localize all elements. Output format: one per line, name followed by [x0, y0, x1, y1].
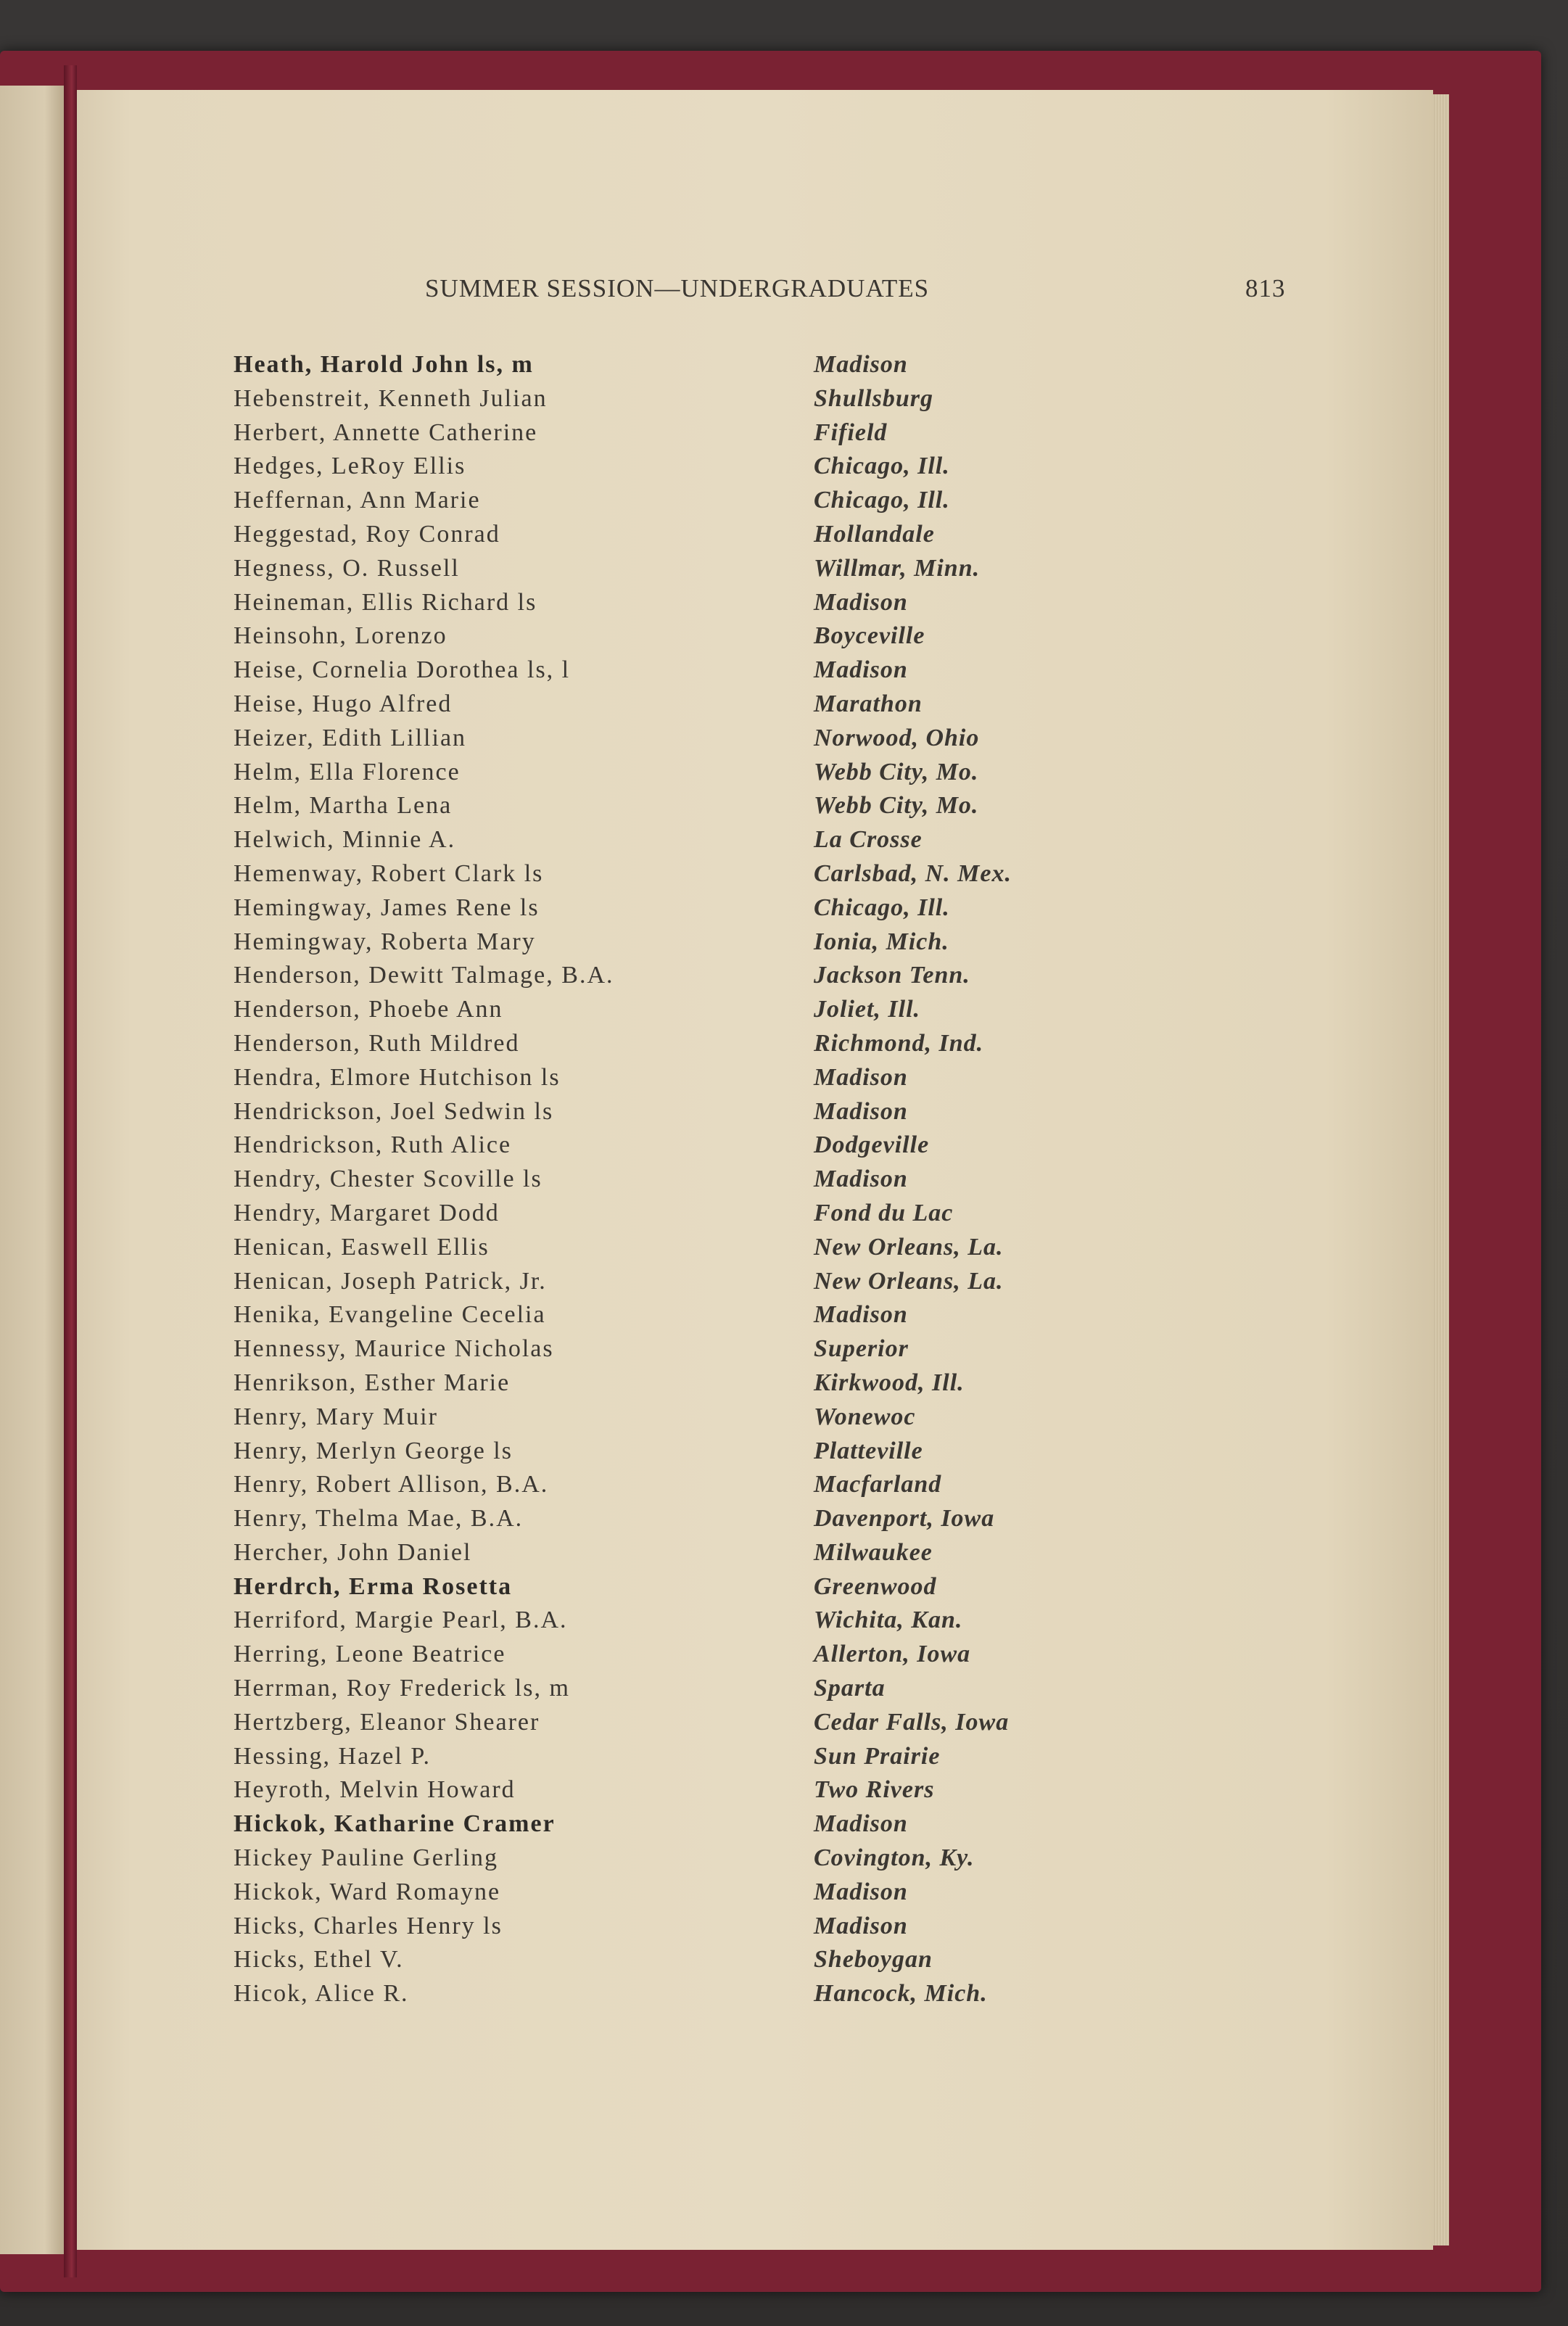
student-name: Herrman, Roy Frederick ls, m	[234, 1675, 570, 1702]
student-hometown: Madison	[814, 351, 908, 378]
list-item	[234, 722, 1126, 756]
student-name: Hickey Pauline Gerling	[234, 1844, 499, 1872]
student-name: Heyroth, Melvin Howard	[234, 1776, 516, 1804]
page-stack-edge	[1433, 94, 1449, 2245]
list-item	[234, 1197, 1126, 1231]
list-item	[234, 1740, 1126, 1774]
list-item	[234, 1027, 1126, 1061]
list-item	[234, 1536, 1126, 1570]
list-item	[234, 1366, 1126, 1401]
student-name: Hicks, Charles Henry ls	[234, 1912, 503, 1939]
student-name: Hemingway, James Rene ls	[234, 894, 540, 921]
list-item	[234, 1332, 1126, 1366]
student-hometown: La Crosse	[814, 826, 923, 854]
student-name: Herriford, Margie Pearl, B.A.	[234, 1607, 568, 1634]
student-hometown: Shullsburg	[814, 384, 933, 412]
list-item	[234, 1672, 1126, 1706]
student-name: Henry, Mary Muir	[234, 1403, 438, 1430]
student-hometown: Macfarland	[814, 1471, 942, 1498]
student-name: Henderson, Dewitt Talmage, B.A.	[234, 962, 614, 989]
student-name: Hicks, Ethel V.	[234, 1946, 404, 1974]
list-item	[234, 1095, 1126, 1129]
student-hometown: Fond du Lac	[814, 1199, 954, 1226]
list-item	[234, 1129, 1126, 1163]
list-item	[234, 1502, 1126, 1536]
student-name: Helwich, Minnie A.	[234, 826, 456, 854]
list-item	[234, 382, 1126, 416]
student-name: Henrikson, Esther Marie	[234, 1369, 511, 1396]
student-name: Henderson, Phoebe Ann	[234, 996, 503, 1023]
student-hometown: Davenport, Iowa	[814, 1505, 995, 1533]
student-hometown: Norwood, Ohio	[814, 724, 980, 751]
student-hometown: Covington, Ky.	[814, 1844, 975, 1872]
list-item	[234, 586, 1126, 620]
list-item	[234, 925, 1126, 960]
student-hometown: Madison	[814, 1063, 908, 1091]
list-item	[234, 450, 1126, 484]
list-item	[234, 1468, 1126, 1502]
student-hometown: Two Rivers	[814, 1776, 935, 1804]
student-hometown: New Orleans, La.	[814, 1233, 1004, 1261]
list-item	[234, 857, 1126, 891]
student-hometown: Madison	[814, 656, 908, 684]
student-name: Heise, Hugo Alfred	[234, 690, 453, 717]
student-name: Henican, Joseph Patrick, Jr.	[234, 1267, 547, 1295]
list-item	[234, 1977, 1126, 2011]
student-hometown: Platteville	[814, 1437, 923, 1464]
student-hometown: Carlsbad, N. Mex.	[814, 859, 1012, 887]
student-hometown: Kirkwood, Ill.	[814, 1369, 965, 1396]
list-item	[234, 993, 1126, 1027]
student-name: Heffernan, Ann Marie	[234, 487, 481, 514]
student-name: Heise, Cornelia Dorothea ls, l	[234, 656, 571, 684]
student-hometown: Webb City, Mo.	[814, 792, 979, 820]
list-item	[234, 891, 1126, 925]
list-item	[234, 1638, 1126, 1672]
student-name: Hendrickson, Ruth Alice	[234, 1131, 512, 1159]
student-name: Hendra, Elmore Hutchison ls	[234, 1063, 561, 1091]
student-name: Henry, Merlyn George ls	[234, 1437, 513, 1464]
student-hometown: Greenwood	[814, 1572, 937, 1600]
student-hometown: Madison	[814, 1878, 908, 1905]
student-hometown: New Orleans, La.	[814, 1267, 1004, 1295]
student-hometown: Madison	[814, 1912, 908, 1939]
student-name: Hickok, Katharine Cramer	[234, 1810, 556, 1838]
student-hometown: Chicago, Ill.	[814, 894, 950, 921]
student-name: Henderson, Ruth Mildred	[234, 1029, 520, 1057]
student-name: Henican, Easwell Ellis	[234, 1233, 490, 1261]
student-hometown: Sheboygan	[814, 1946, 933, 1974]
list-item	[234, 1876, 1126, 1910]
student-name: Hebenstreit, Kenneth Julian	[234, 384, 548, 412]
student-hometown: Allerton, Iowa	[814, 1641, 971, 1668]
list-item	[234, 619, 1126, 653]
running-head: SUMMER SESSION—UNDERGRADUATES	[425, 274, 930, 302]
student-hometown: Joliet, Ill.	[814, 996, 921, 1023]
student-name: Hemenway, Robert Clark ls	[234, 859, 544, 887]
student-hometown: Madison	[814, 1097, 908, 1125]
student-name: Hendry, Chester Scoville ls	[234, 1166, 542, 1193]
student-hometown: Milwaukee	[814, 1538, 933, 1566]
student-list	[234, 348, 1126, 2011]
page-number: 813	[1245, 274, 1286, 302]
student-hometown: Madison	[814, 1166, 908, 1193]
student-name: Hercher, John Daniel	[234, 1538, 472, 1566]
student-hometown: Hollandale	[814, 520, 935, 548]
student-name: Hendrickson, Joel Sedwin ls	[234, 1097, 554, 1125]
student-hometown: Marathon	[814, 690, 923, 717]
list-item	[234, 959, 1126, 993]
list-item	[234, 1943, 1126, 1977]
student-name: Hemingway, Roberta Mary	[234, 928, 536, 955]
list-item	[234, 1401, 1126, 1435]
list-item	[234, 1298, 1126, 1332]
list-item	[234, 1706, 1126, 1740]
student-name: Hickok, Ward Romayne	[234, 1878, 501, 1905]
student-name: Hertzberg, Eleanor Shearer	[234, 1708, 540, 1736]
list-item	[234, 1061, 1126, 1095]
student-hometown: Sparta	[814, 1675, 886, 1702]
student-hometown: Sun Prairie	[814, 1742, 941, 1770]
student-hometown: Cedar Falls, Iowa	[814, 1708, 1010, 1736]
student-hometown: Madison	[814, 588, 908, 616]
list-item	[234, 552, 1126, 586]
student-name: Heizer, Edith Lillian	[234, 724, 467, 751]
student-hometown: Chicago, Ill.	[814, 453, 950, 480]
list-item	[234, 1265, 1126, 1299]
list-item	[234, 348, 1126, 382]
student-name: Herring, Leone Beatrice	[234, 1641, 506, 1668]
student-hometown: Madison	[814, 1301, 908, 1329]
student-name: Hicok, Alice R.	[234, 1980, 409, 2008]
student-hometown: Dodgeville	[814, 1131, 930, 1159]
list-item	[234, 1910, 1126, 1944]
student-hometown: Willmar, Minn.	[814, 554, 981, 582]
student-hometown: Madison	[814, 1810, 908, 1838]
list-item	[234, 789, 1126, 823]
list-item	[234, 518, 1126, 552]
student-name: Heinsohn, Lorenzo	[234, 622, 447, 650]
page-header	[425, 274, 1295, 310]
list-item	[234, 823, 1126, 857]
list-item	[234, 1435, 1126, 1469]
student-hometown: Jackson Tenn.	[814, 962, 970, 989]
list-item	[234, 416, 1126, 450]
student-name: Helm, Martha Lena	[234, 792, 453, 820]
facing-page-edge	[0, 86, 64, 2254]
student-name: Henry, Thelma Mae, B.A.	[234, 1505, 524, 1533]
list-item	[234, 1842, 1126, 1876]
student-name: Hedges, LeRoy Ellis	[234, 453, 466, 480]
student-name: Herdrch, Erma Rosetta	[234, 1572, 513, 1600]
student-name: Hennessy, Maurice Nicholas	[234, 1335, 554, 1363]
student-name: Herbert, Annette Catherine	[234, 418, 538, 446]
book-gutter	[64, 65, 77, 2277]
student-hometown: Richmond, Ind.	[814, 1029, 984, 1057]
student-hometown: Wichita, Kan.	[814, 1607, 963, 1634]
student-name: Hegness, O. Russell	[234, 554, 460, 582]
list-item	[234, 1773, 1126, 1807]
list-item	[234, 688, 1126, 722]
list-item	[234, 653, 1126, 688]
student-name: Hessing, Hazel P.	[234, 1742, 431, 1770]
student-hometown: Wonewoc	[814, 1403, 916, 1430]
student-name: Henika, Evangeline Cecelia	[234, 1301, 546, 1329]
list-item	[234, 1231, 1126, 1265]
student-hometown: Chicago, Ill.	[814, 487, 950, 514]
list-item	[234, 1163, 1126, 1197]
student-name: Henry, Robert Allison, B.A.	[234, 1471, 549, 1498]
student-name: Helm, Ella Florence	[234, 758, 461, 785]
student-name: Heineman, Ellis Richard ls	[234, 588, 537, 616]
student-hometown: Boyceville	[814, 622, 925, 650]
list-item	[234, 1807, 1126, 1842]
list-item	[234, 1570, 1126, 1604]
student-name: Heath, Harold John ls, m	[234, 351, 534, 378]
student-name: Heggestad, Roy Conrad	[234, 520, 500, 548]
list-item	[234, 484, 1126, 518]
student-hometown: Hancock, Mich.	[814, 1980, 988, 2008]
student-name: Hendry, Margaret Dodd	[234, 1199, 500, 1226]
student-hometown: Superior	[814, 1335, 909, 1363]
student-hometown: Fifield	[814, 418, 888, 446]
list-item	[234, 756, 1126, 790]
student-hometown: Ionia, Mich.	[814, 928, 949, 955]
student-hometown: Webb City, Mo.	[814, 758, 979, 785]
list-item	[234, 1604, 1126, 1638]
